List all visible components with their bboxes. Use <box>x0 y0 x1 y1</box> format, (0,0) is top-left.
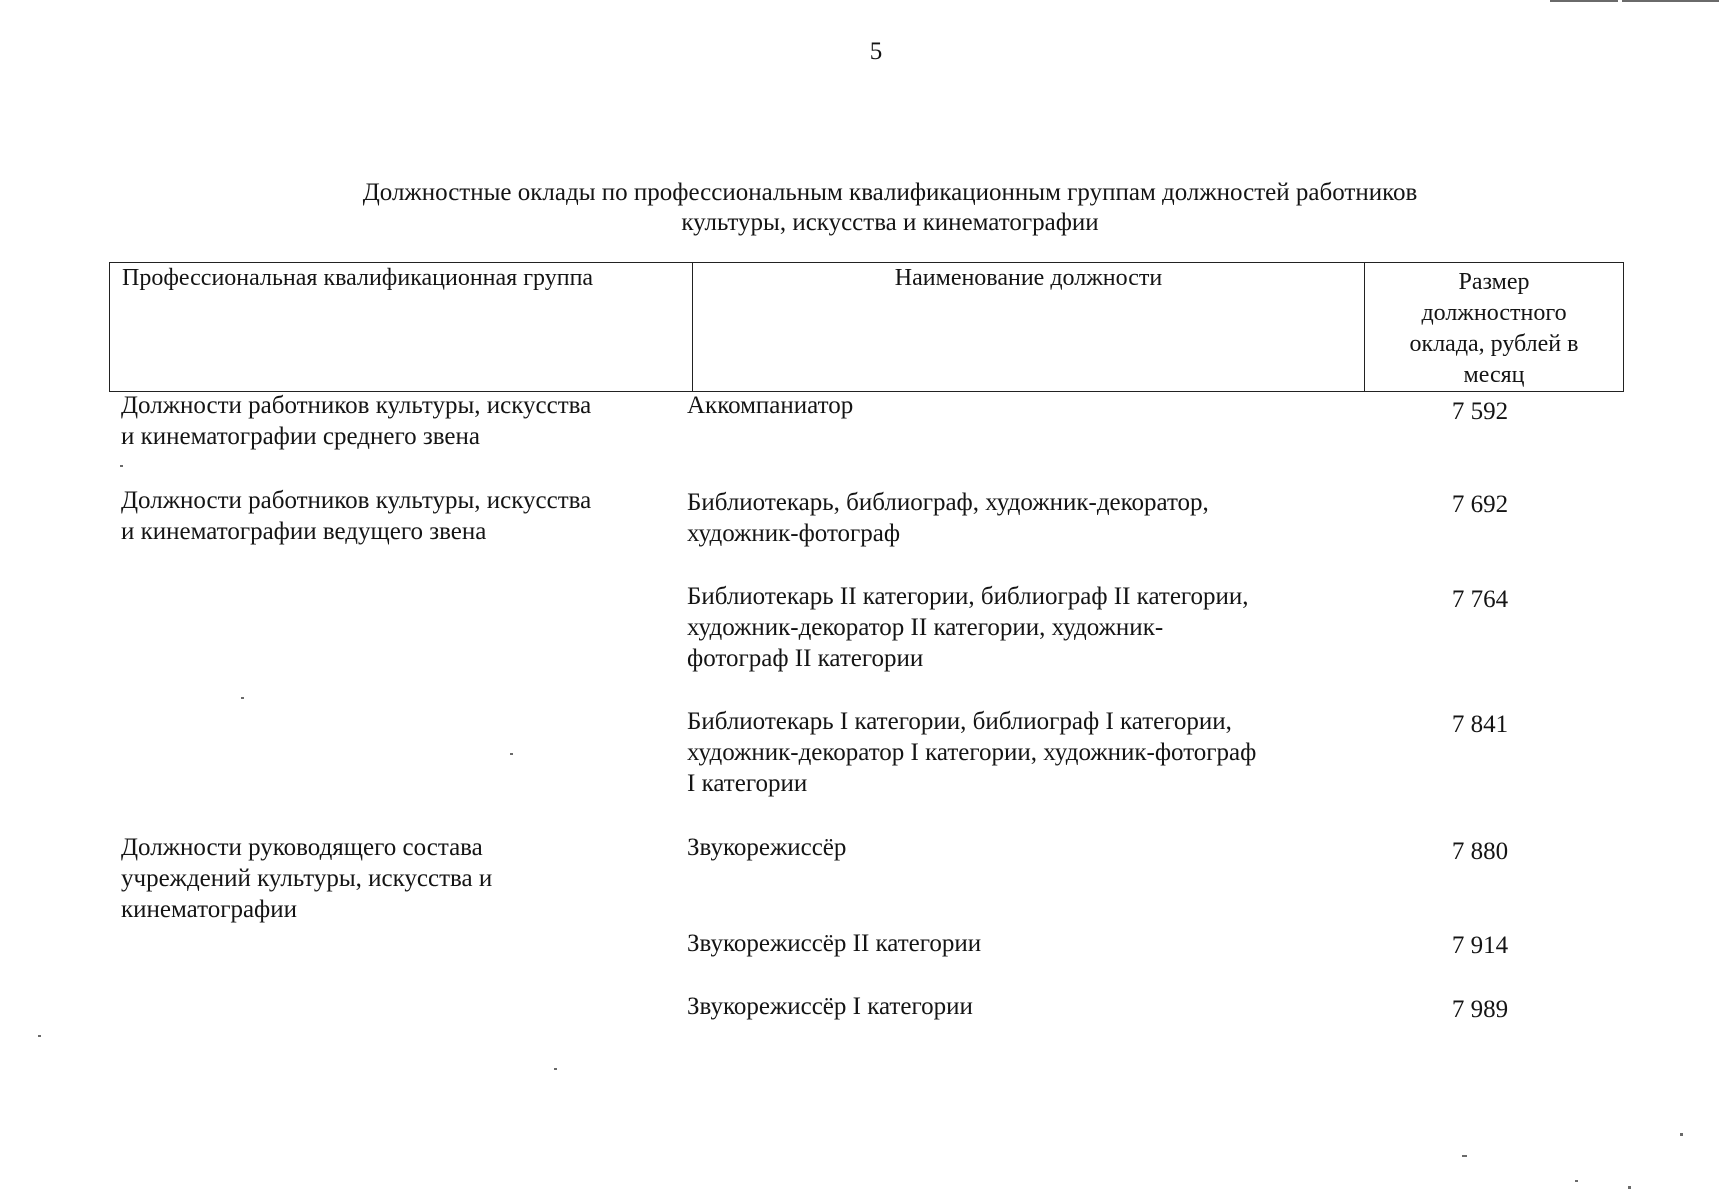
position-name-line: Звукорежиссёр <box>687 834 847 861</box>
salary-value: 7 841 <box>1451 711 1509 738</box>
group-name-line: учреждений культуры, искусства и <box>121 865 493 892</box>
position-name <box>687 706 1347 799</box>
group-name-line: Должности руководящего состава <box>121 834 483 861</box>
scan-artifact <box>1628 1186 1631 1189</box>
header-salary-line: месяц <box>1463 362 1525 388</box>
document-title-line: культуры, искусства и кинематографии <box>681 209 1099 236</box>
document-title-line: Должностные оклады по профессиональным квалификационным группам должностей работников <box>362 179 1418 206</box>
table-header <box>109 262 1624 392</box>
position-name-line: Звукорежиссёр I категории <box>687 993 973 1020</box>
scan-artifact <box>1462 1155 1467 1157</box>
scan-artifact <box>1575 1180 1578 1182</box>
scan-artifact <box>1680 1133 1683 1136</box>
position-name-line: Звукорежиссёр II категории <box>687 930 982 957</box>
scan-artifact <box>120 465 123 467</box>
salary-value: 7 692 <box>1451 491 1509 518</box>
position-name-line: художник-фотограф <box>687 520 901 547</box>
header-salary-line: должностного <box>1421 300 1567 326</box>
position-name-line: Библиотекарь I категории, библиограф I категории, <box>687 708 1232 735</box>
document-title <box>180 178 1600 238</box>
group-name <box>121 832 661 925</box>
position-name <box>687 581 1347 674</box>
scan-artifact <box>38 1035 41 1037</box>
group-name-line: Должности работников культуры, искусства <box>121 487 592 514</box>
group-name-line: кинематографии <box>121 896 298 923</box>
header-salary <box>1365 263 1624 392</box>
position-name <box>687 832 1347 863</box>
scan-artifact <box>554 1068 557 1070</box>
salary-value: 7 914 <box>1451 932 1509 959</box>
header-group: Профессиональная квалификационная группа <box>110 263 693 392</box>
position-name <box>687 928 1347 959</box>
position-name-line: Библиотекарь II категории, библиограф II категории, <box>687 583 1249 610</box>
position-name-line: Аккомпаниатор <box>687 392 854 419</box>
group-name-line: Должности работников культуры, искусства <box>121 392 592 419</box>
position-name <box>687 390 1347 421</box>
position-name-line: художник-декоратор II категории, художник- <box>687 614 1164 641</box>
header-position: Наименование должности <box>693 263 1365 392</box>
page-number: 5 <box>869 38 883 65</box>
position-name-line: I категории <box>687 770 808 797</box>
group-name-line: и кинематографии ведущего звена <box>121 518 487 545</box>
salary-value: 7 592 <box>1451 398 1509 425</box>
position-name-line: художник-декоратор I категории, художник-фотограф <box>687 739 1257 766</box>
header-salary-line: оклада, рублей в <box>1409 331 1579 357</box>
scan-artifact <box>241 697 244 699</box>
position-name-line: Библиотекарь, библиограф, художник-декоратор, <box>687 489 1209 516</box>
position-name <box>687 487 1347 549</box>
position-name <box>687 991 1347 1022</box>
position-name-line: фотограф II категории <box>687 645 924 672</box>
group-name <box>121 485 661 547</box>
group-name-line: и кинематографии среднего звена <box>121 423 480 450</box>
group-name <box>121 390 661 452</box>
scan-artifact <box>1550 0 1618 2</box>
salary-value: 7 764 <box>1451 586 1509 613</box>
scan-artifact <box>1622 0 1719 2</box>
salary-value: 7 880 <box>1451 838 1509 865</box>
salary-value: 7 989 <box>1451 996 1509 1023</box>
scan-artifact <box>510 753 513 755</box>
header-salary-line: Размер <box>1458 269 1530 295</box>
